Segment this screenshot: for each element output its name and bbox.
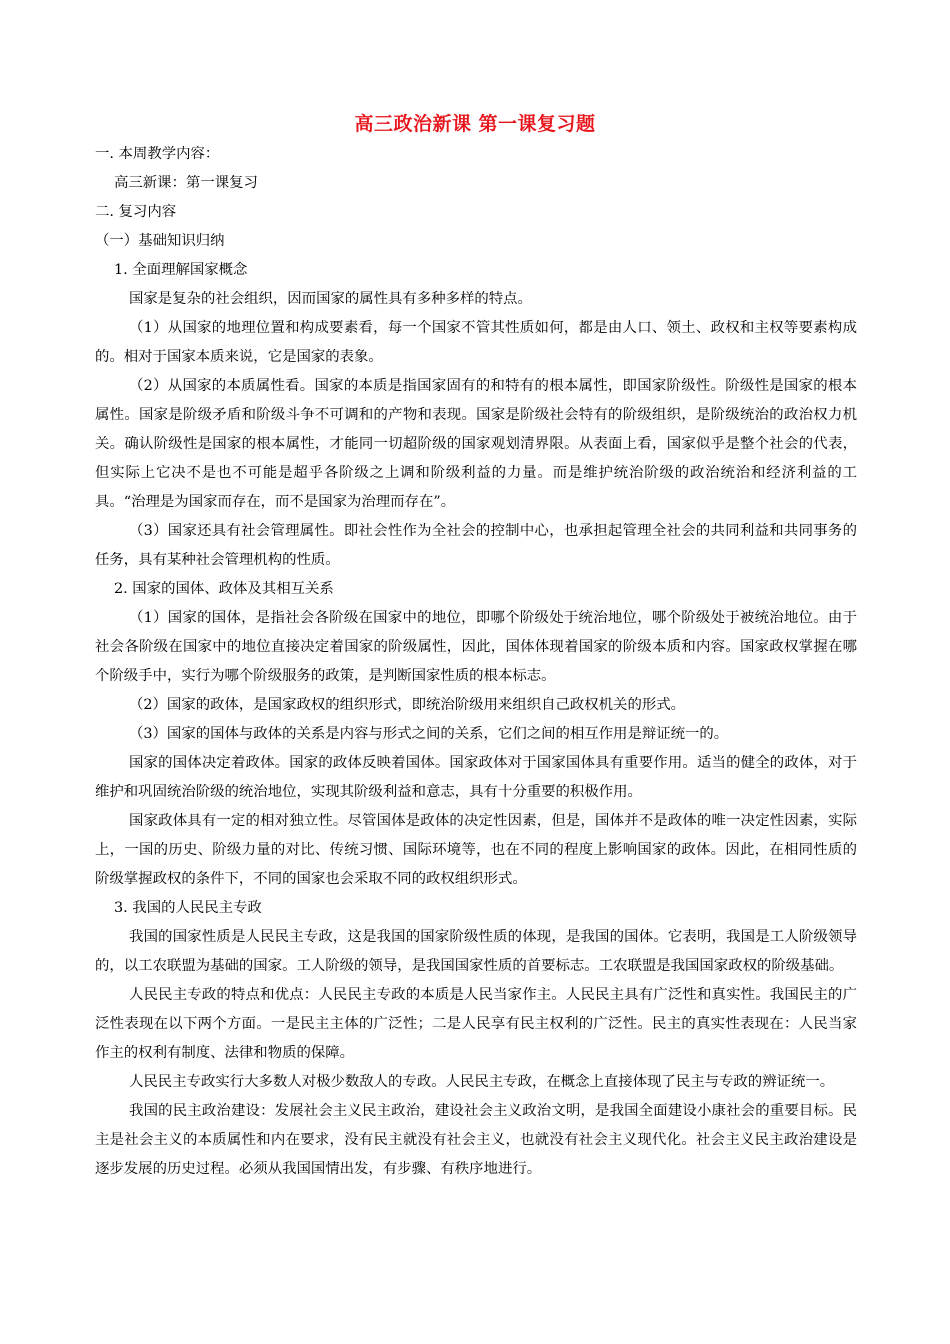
paragraph: 人民民主专政实行大多数人对极少数敌人的专政。人民民主专政，在概念上直接体现了民主与专政的辨证统一。 [129,1074,835,1090]
section-heading: 一. 本周教学内容： [95,146,220,162]
paragraph: 国家政体具有一定的相对独立性。尽管国体是政体的决定性因素，但是，国体并不是政体的唯一决定性因素，实际上，一国的历史、阶级力量的对比、传统习惯、国际环境等，也在不同的程度上影响国家的政体。因此，在相同性质的阶级掌握政权的条件下，不同的国家也会采取不同的政权组织形式。 [95,813,857,887]
subsection-heading: （一）基础知识归纳 [95,233,225,249]
document-body [95,140,857,1184]
paragraph: 人民民主专政的特点和优点：人民民主专政的本质是人民当家作主。人民民主具有广泛性和真实性。我国民主的广泛性表现在以下两个方面。一是民主主体的广泛性；二是人民享有民主权利的广泛性。民主的真实性表现在：人民当家作主的权利有制度、法律和物质的保障。 [95,987,857,1061]
paragraph: 我国的国家性质是人民民主专政，这是我国的国家阶级性质的体现，是我国的国体。它表明，我国是工人阶级领导的，以工农联盟为基础的国家。工人阶级的领导，是我国国家性质的首要标志。工农联盟是我国国家政权的阶级基础。 [95,929,857,974]
section-text: 高三新课：第一课复习 [114,175,258,191]
paragraph: （3）国家还具有社会管理属性。即社会性作为全社会的控制中心，也承担起管理全社会的共同利益和共同事务的任务，具有某种社会管理机构的性质。 [95,523,857,568]
paragraph: （2）从国家的本质属性看。国家的本质是指国家固有的和特有的根本属性，即国家阶级性。阶级性是国家的根本属性。国家是阶级矛盾和阶级斗争不可调和的产物和表现。国家是阶级社会特有的阶级组织，是阶级统治的政治权力机关。确认阶级性是国家的根本属性，才能同一切超阶级的国家观划清界限。从表面上看，国家似乎是整个社会的代表，但实际上它决不是也不可能是超乎各阶级之上调和阶级利益的力量。而是维护统治阶级的政治统治和经济利益的工具。“治理是为国家而存在，而不是国家为治理而存在”。 [95,378,857,510]
paragraph: （1）从国家的地理位置和构成要素看，每一个国家不管其性质如何，都是由人口、领土、政权和主权等要素构成的。相对于国家本质来说，它是国家的表象。 [95,320,857,365]
paragraph: 我国的民主政治建设：发展社会主义民主政治，建设社会主义政治文明，是我国全面建设小康社会的重要目标。民主是社会主义的本质属性和内在要求，没有民主就没有社会主义，也就没有社会主义现代化。社会主义民主政治建设是逐步发展的历史过程。必须从我国国情出发，有步骤、有秩序地进行。 [95,1103,857,1177]
section-heading: 二. 复习内容 [95,204,177,220]
topic-heading: 2. 国家的国体、政体及其相互关系 [114,581,334,597]
topic-heading: 3. 我国的人民民主专政 [114,900,262,916]
paragraph: 国家是复杂的社会组织，因而国家的属性具有多种多样的特点。 [129,291,532,307]
paragraph: 国家的国体决定着政体。国家的政体反映着国体。国家政体对于国家国体具有重要作用。适当的健全的政体，对于维护和巩固统治阶级的统治地位，实现其阶级利益和意志，具有十分重要的积极作用。 [95,755,857,800]
paragraph: （3）国家的国体与政体的关系是内容与形式之间的关系，它们之间的相互作用是辩证统一的。 [129,726,729,742]
topic-heading: 1. 全面理解国家概念 [114,262,248,278]
document-title: 高三政治新课 第一课复习题 [354,113,596,135]
paragraph: （1）国家的国体，是指社会各阶级在国家中的地位，即哪个阶级处于统治地位，哪个阶级处于被统治地位。由于社会各阶级在国家中的地位直接决定着国家的阶级属性，因此，国体体现着国家的阶级本质和内容。国家政权掌握在哪个阶级手中，实行为哪个阶级服务的政策，是判断国家性质的根本标志。 [95,610,857,684]
paragraph: （2）国家的政体，是国家政权的组织形式，即统治阶级用来组织自己政权机关的形式。 [129,697,686,713]
